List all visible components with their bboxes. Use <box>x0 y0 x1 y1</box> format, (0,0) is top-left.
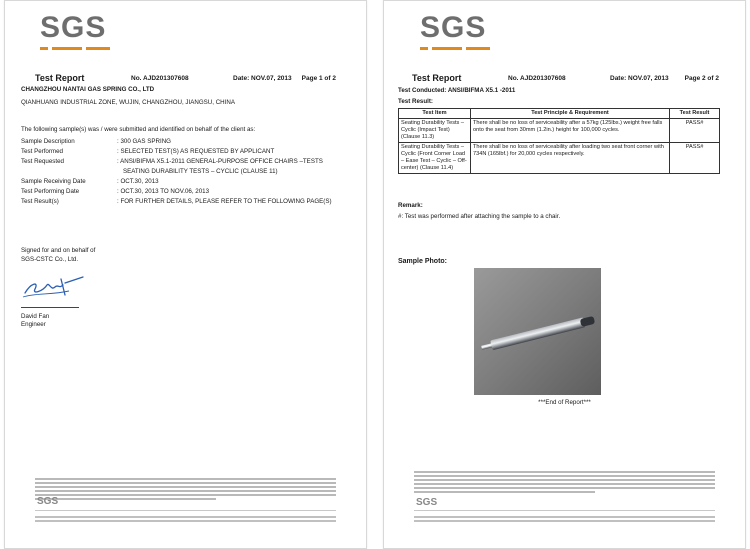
result-cell: PASS# <box>670 143 720 174</box>
report-page-2 <box>383 0 746 549</box>
footer-sgs-logo: SGS <box>37 496 59 507</box>
footer-address <box>414 516 715 530</box>
sample-fields <box>21 137 346 207</box>
handwritten-signature <box>21 273 85 301</box>
page-number: Page 1 of 2 <box>301 75 336 82</box>
field-row: Sample Receiving Date : OCT.30, 2013 <box>21 178 159 185</box>
sample-photo-label: Sample Photo: <box>398 258 448 265</box>
sgs-logo: SGS <box>420 11 490 51</box>
client-company: CHANGZHOU NANTAI GAS SPRING CO., LTD <box>21 86 155 93</box>
signature-line <box>21 307 79 308</box>
report-number: No. AJD201307608 <box>131 75 189 82</box>
signed-on-behalf: Signed for and on behalf of SGS-CSTC Co., Ltd. <box>21 247 96 263</box>
page-number: Page 2 of 2 <box>684 75 719 82</box>
intro-text: The following sample(s) was / were submitted and identified on behalf of the client as: <box>21 126 256 133</box>
remark-text: #: Test was performed after attaching the sample to a chair. <box>398 213 561 220</box>
table-row <box>399 119 720 143</box>
footer-divider <box>414 510 715 511</box>
footer-sgs-logo: SGS <box>416 497 438 508</box>
field-row: Test Requested : ANSI/BIFMA X5.1-2011 GENERAL-PURPOSE OFFICE CHAIRS –TESTS <box>21 158 323 165</box>
report-title: Test Report <box>35 73 85 83</box>
report-header <box>412 73 719 85</box>
legal-disclaimer <box>35 478 336 502</box>
result-cell: PASS# <box>670 119 720 143</box>
signer-block <box>21 313 49 329</box>
field-row: Test Result(s) : FOR FURTHER DETAILS, PLEASE REFER TO THE FOLLOWING PAGE(S) <box>21 198 332 205</box>
footer-address <box>35 516 336 530</box>
table-row <box>399 143 720 174</box>
legal-disclaimer <box>414 471 715 495</box>
test-item-cell: Seating Durability Tests – Cyclic (Front Corner Load – Ease Test – Cyclic – Off-center) (Clause 11.4) <box>399 143 471 174</box>
end-of-report: ***End of Report*** <box>538 399 591 406</box>
client-address: QIANHUANG INDUSTRIAL ZONE, WUJIN, CHANGZHOU, JIANGSU, CHINA <box>21 99 235 106</box>
field-row: Test Performed : SELECTED TEST(S) AS REQUESTED BY APPLICANT <box>21 148 275 155</box>
test-result-label: Test Result: <box>398 98 433 105</box>
field-row: SEATING DURABILITY TESTS – CYCLIC (CLAUSE 11) <box>123 168 278 175</box>
column-header: Test Result <box>670 109 720 119</box>
test-item-cell: Seating Durability Tests – Cyclic (Impact Test) (Clause 11.3) <box>399 119 471 143</box>
results-table <box>398 108 720 174</box>
report-number: No. AJD201307608 <box>508 75 566 82</box>
column-header: Test Item <box>399 109 471 119</box>
remark-label: Remark: <box>398 202 423 209</box>
footer-divider <box>35 510 336 511</box>
report-date: Date: NOV.07, 2013 <box>610 75 669 82</box>
principle-cell: There shall be no loss of serviceability after a 57kg (125lbs.) weight free falls onto the seat from 30mm (1.2in.) height for 100,000 cycles. <box>471 119 670 143</box>
test-conducted: Test Conducted: ANSI/BIFMA X5.1 -2011 <box>398 87 516 94</box>
principle-cell: There shall be no loss of serviceability after loading two seat front corner with 734N (165lbf.) for 20,000 cycles respectively. <box>471 143 670 174</box>
field-row: Sample Description : 300 GAS SPRING <box>21 138 171 145</box>
report-title: Test Report <box>412 73 462 83</box>
column-header: Test Principle & Requirement <box>471 109 670 119</box>
gas-spring-photo <box>474 268 601 395</box>
field-row: Test Performing Date : OCT.30, 2013 TO NOV.06, 2013 <box>21 188 210 195</box>
signer-name: David Fan <box>21 313 50 320</box>
table-header-row <box>399 109 720 119</box>
sgs-logo: SGS <box>40 11 110 51</box>
signer-title: Engineer <box>21 321 46 328</box>
report-header <box>35 73 336 85</box>
report-date: Date: NOV.07, 2013 <box>233 75 292 82</box>
report-page-1 <box>4 0 367 549</box>
